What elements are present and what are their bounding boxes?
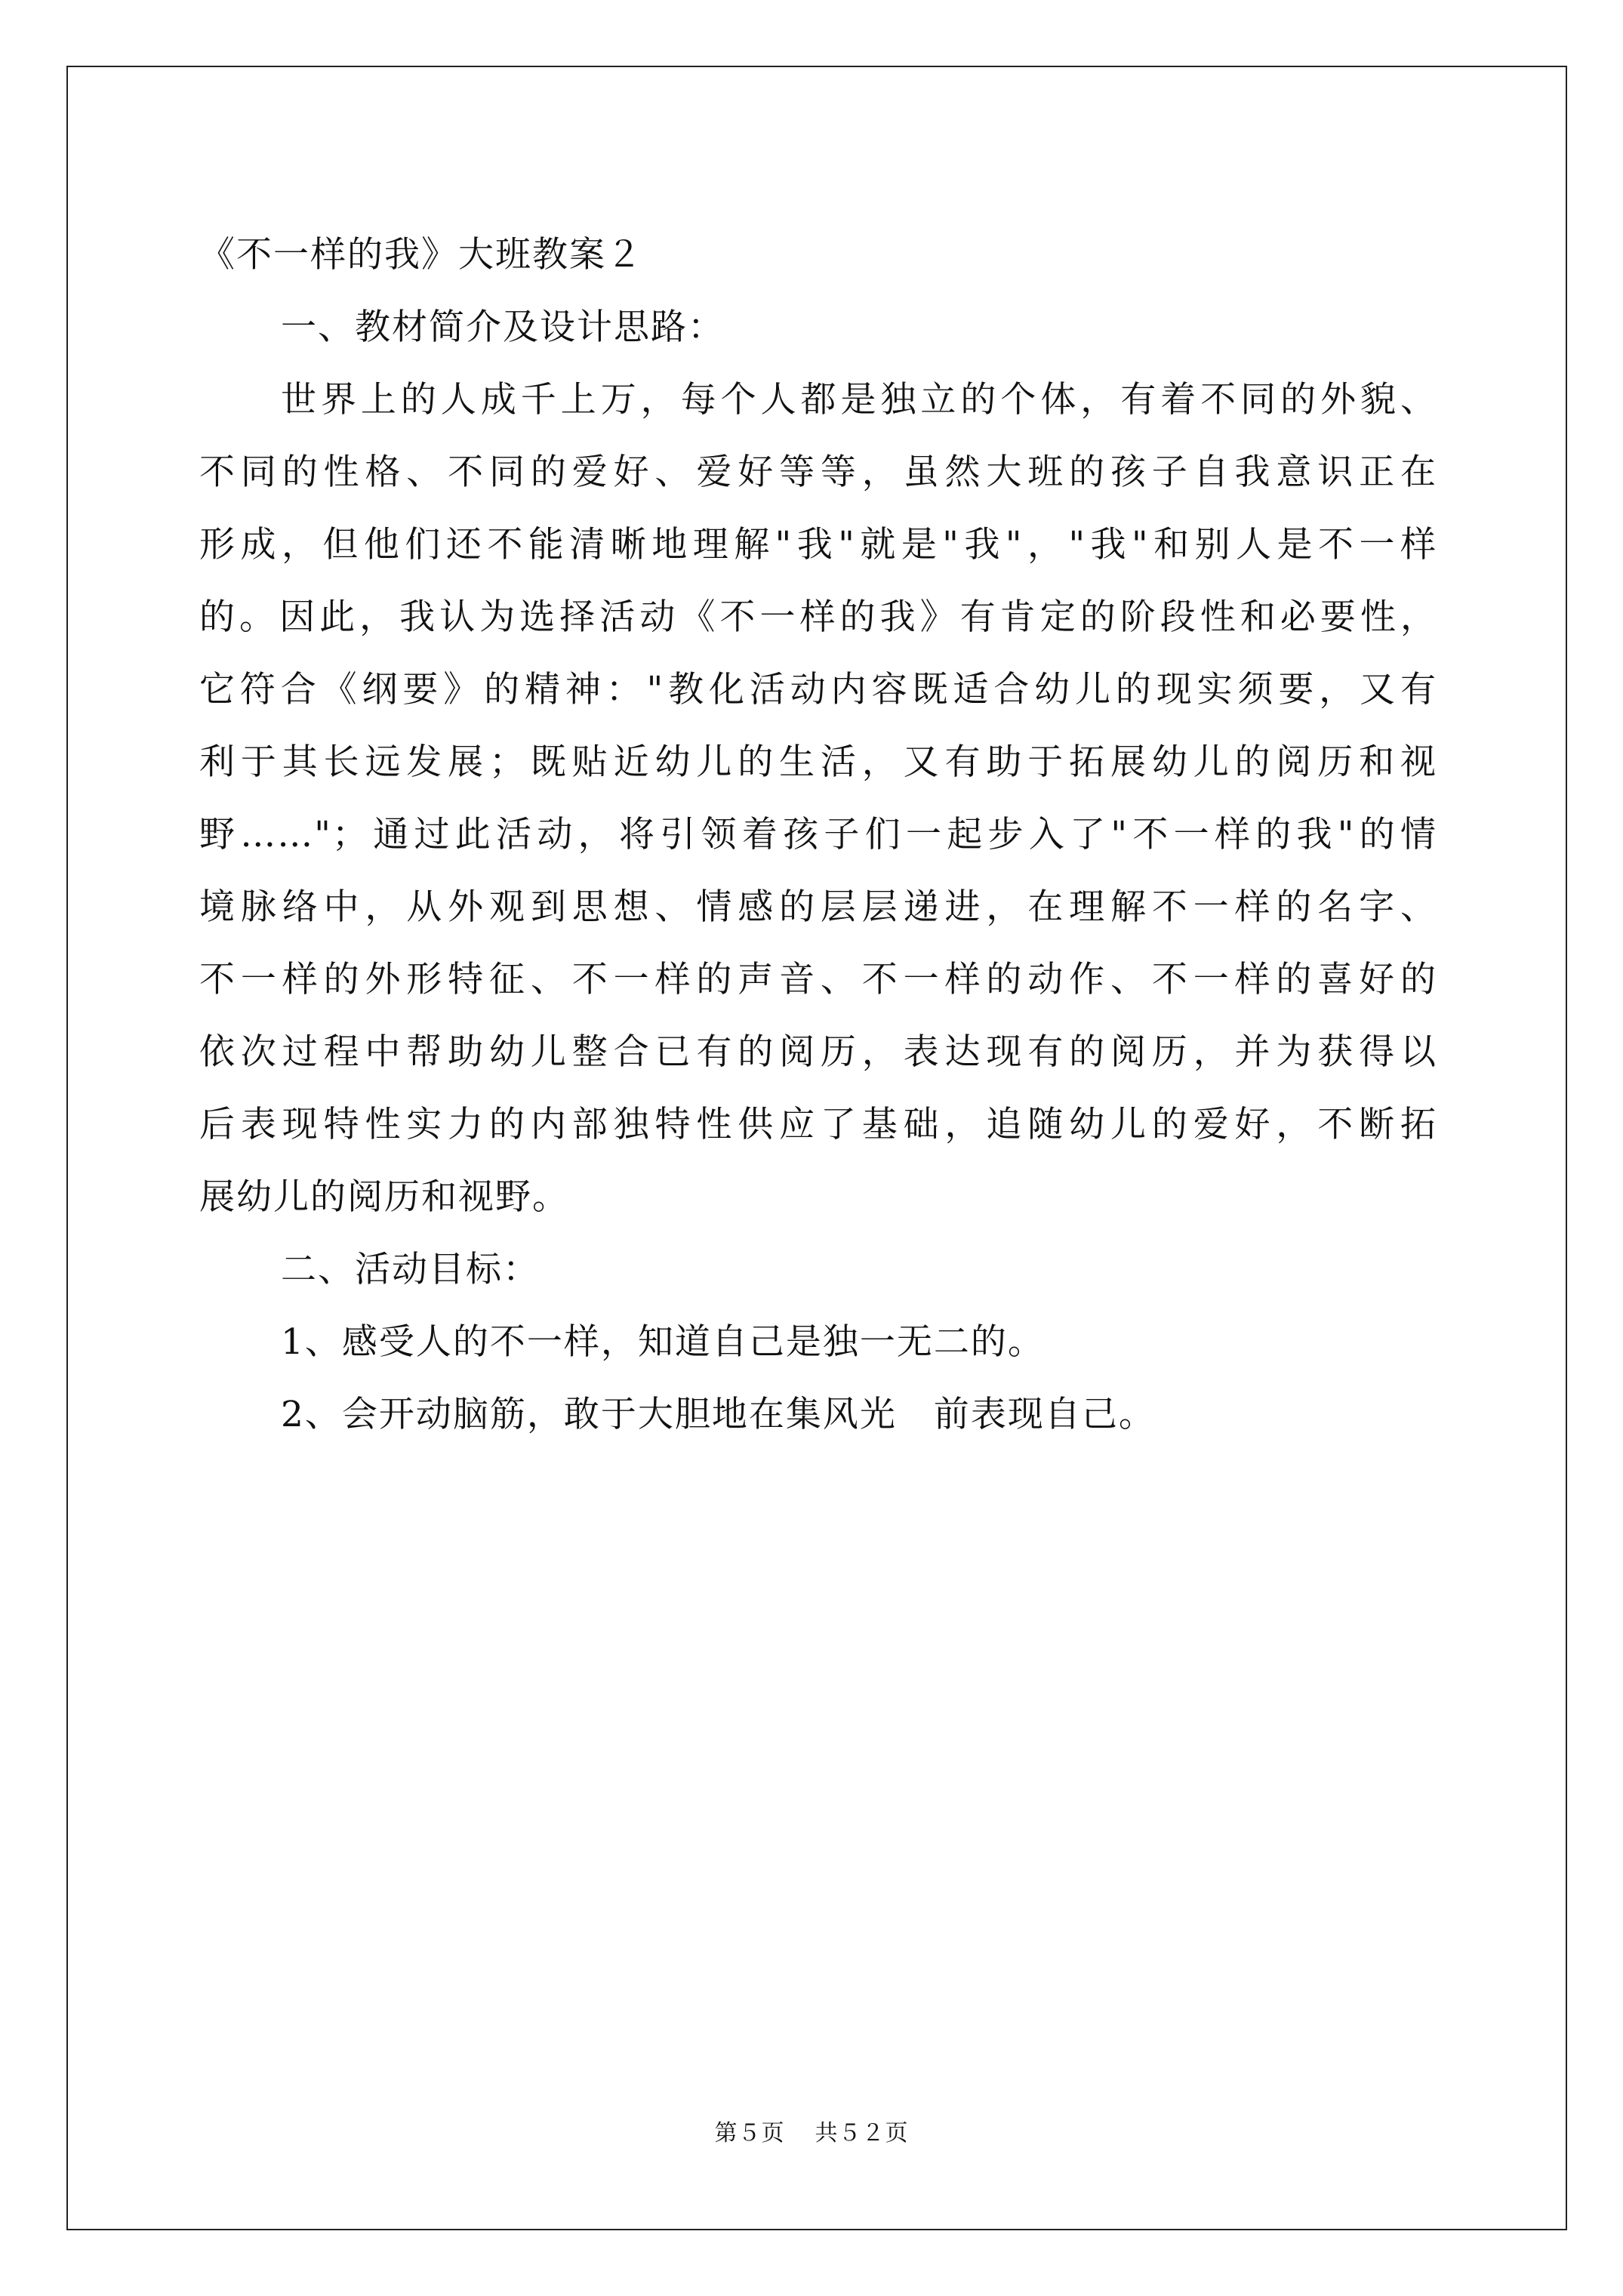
paragraph-line: 不同的性格、不同的爱好、爱好等等，虽然大班的孩子自我意识正在 [199,451,1437,493]
paragraph-line: 不一样的外形特征、不一样的声音、不一样的动作、不一样的喜好的 [199,959,1437,1000]
document-title: 《不一样的我》大班教案２ [199,234,643,276]
paragraph-line: 野……"；通过此活动，将引领着孩子们一起步入了"不一样的我"的情 [199,814,1437,855]
section-heading-2: 二、活动目标： [281,1249,540,1290]
paragraph-line: 后表现特性实力的内部独特性供应了基础，追随幼儿的爱好，不断拓 [199,1104,1437,1145]
paragraph-line: 利于其长远发展；既贴近幼儿的生活，又有助于拓展幼儿的阅历和视 [199,741,1437,783]
document-body [199,219,1437,1451]
goal-item-1: 1、感受人的不一样，知道自己是独一无二的。 [281,1321,1045,1363]
page-number: 第５页 [714,2120,785,2147]
paragraph-line: 的。因此，我认为选择活动《不一样的我》有肯定的阶段性和必要性， [199,596,1437,638]
paragraph-line: 形成，但他们还不能清晰地理解"我"就是"我"，"我"和别人是不一样 [199,524,1437,566]
goal-item-2: 2、会开动脑筋，敢于大胆地在集风光 前表现自己。 [281,1394,1156,1435]
paragraph-line: 它符合《纲要》的精神："教化活动内容既适合幼儿的现实须要，又有 [199,669,1437,710]
section-heading-1: 一、教材简介及设计思路： [281,307,725,348]
paragraph-line: 展幼儿的阅历和视野。 [199,1176,569,1218]
paragraph-line: 世界上的人成千上万，每个人都是独立的个体，有着不同的外貌、 [281,379,1437,421]
paragraph-line: 境脉络中，从外观到思想、情感的层层递进，在理解不一样的名字、 [199,886,1437,928]
page-total: 共５２页 [815,2120,909,2147]
paragraph-line: 依次过程中帮助幼儿整合已有的阅历，表达现有的阅历，并为获得以 [199,1031,1437,1073]
page-footer [0,2119,1623,2149]
paragraph-design-rationale [199,364,1437,1234]
